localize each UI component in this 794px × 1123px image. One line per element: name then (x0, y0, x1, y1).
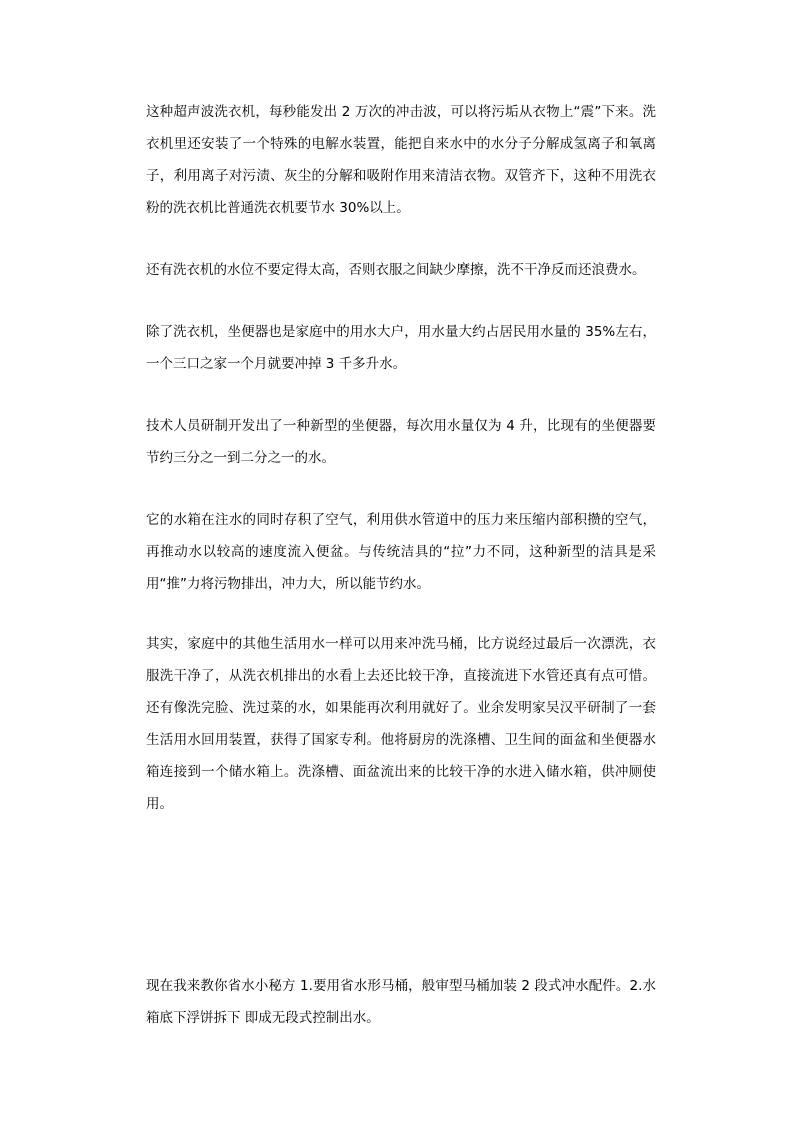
paragraph-ultrasonic-washer: 这种超声波洗衣机，每秒能发出 2 万次的冲击波，可以将污垢从衣物上“震”下来。洗衣机里还安装了一个特殊的电解水装置，能把自来水中的水分子分解成氢离子和氧离子，利用离子对污渍、灰尘的分解和吸附作用来清洁衣物。双管齐下，这种不用洗衣粉的洗衣机比普通洗衣机要节水 30%以上。 (146, 104, 656, 216)
paragraph-water-reuse: 其实，家庭中的其他生活用水一样可以用来冲洗马桶，比方说经过最后一次漂洗，衣服洗干净了，从洗衣机排出的水看上去还比较干净，直接流进下水管还真有点可惜。还有像洗完脸、洗过菜的水，如果能再次利用就好了。业余发明家吴汉平研制了一套生活用水回用装置，获得了国家专利。他将厨房的洗涤槽、卫生间的面盆和坐便器水箱连接到一个储水箱上。洗涤槽、面盆流出来的比较干净的水进入储水箱，供冲厕使用。 (146, 636, 656, 812)
paragraph-toilet-usage: 除了洗衣机，坐便器也是家庭中的用水大户，用水量大约占居民用水量的 35%左右，一个三口之家一个月就要冲掉 3 千多升水。 (146, 324, 656, 372)
paragraph-water-saving-tips: 现在我来教你省水小秘方 1.要用省水形马桶，般审型马桶加装 2 段式冲水配件。2.水箱底下浮饼拆下 即成无段式控制出水。 (146, 978, 656, 1026)
paragraph-new-toilet: 技术人员研制开发出了一种新型的坐便器，每次用水量仅为 4 升，比现有的坐便器要节约三分之一到二分之一的水。 (146, 418, 656, 466)
paragraph-tank-mechanism: 它的水箱在注水的同时存积了空气，利用供水管道中的压力来压缩内部积攒的空气，再推动水以较高的速度流入便盆。与传统洁具的“拉”力不同，这种新型的洁具是采用“推”力将污物排出，冲力大，所以能节约水。 (146, 512, 656, 592)
paragraph-water-level: 还有洗衣机的水位不要定得太高，否则衣服之间缺少摩擦，洗不干净反而还浪费水。 (146, 262, 646, 278)
